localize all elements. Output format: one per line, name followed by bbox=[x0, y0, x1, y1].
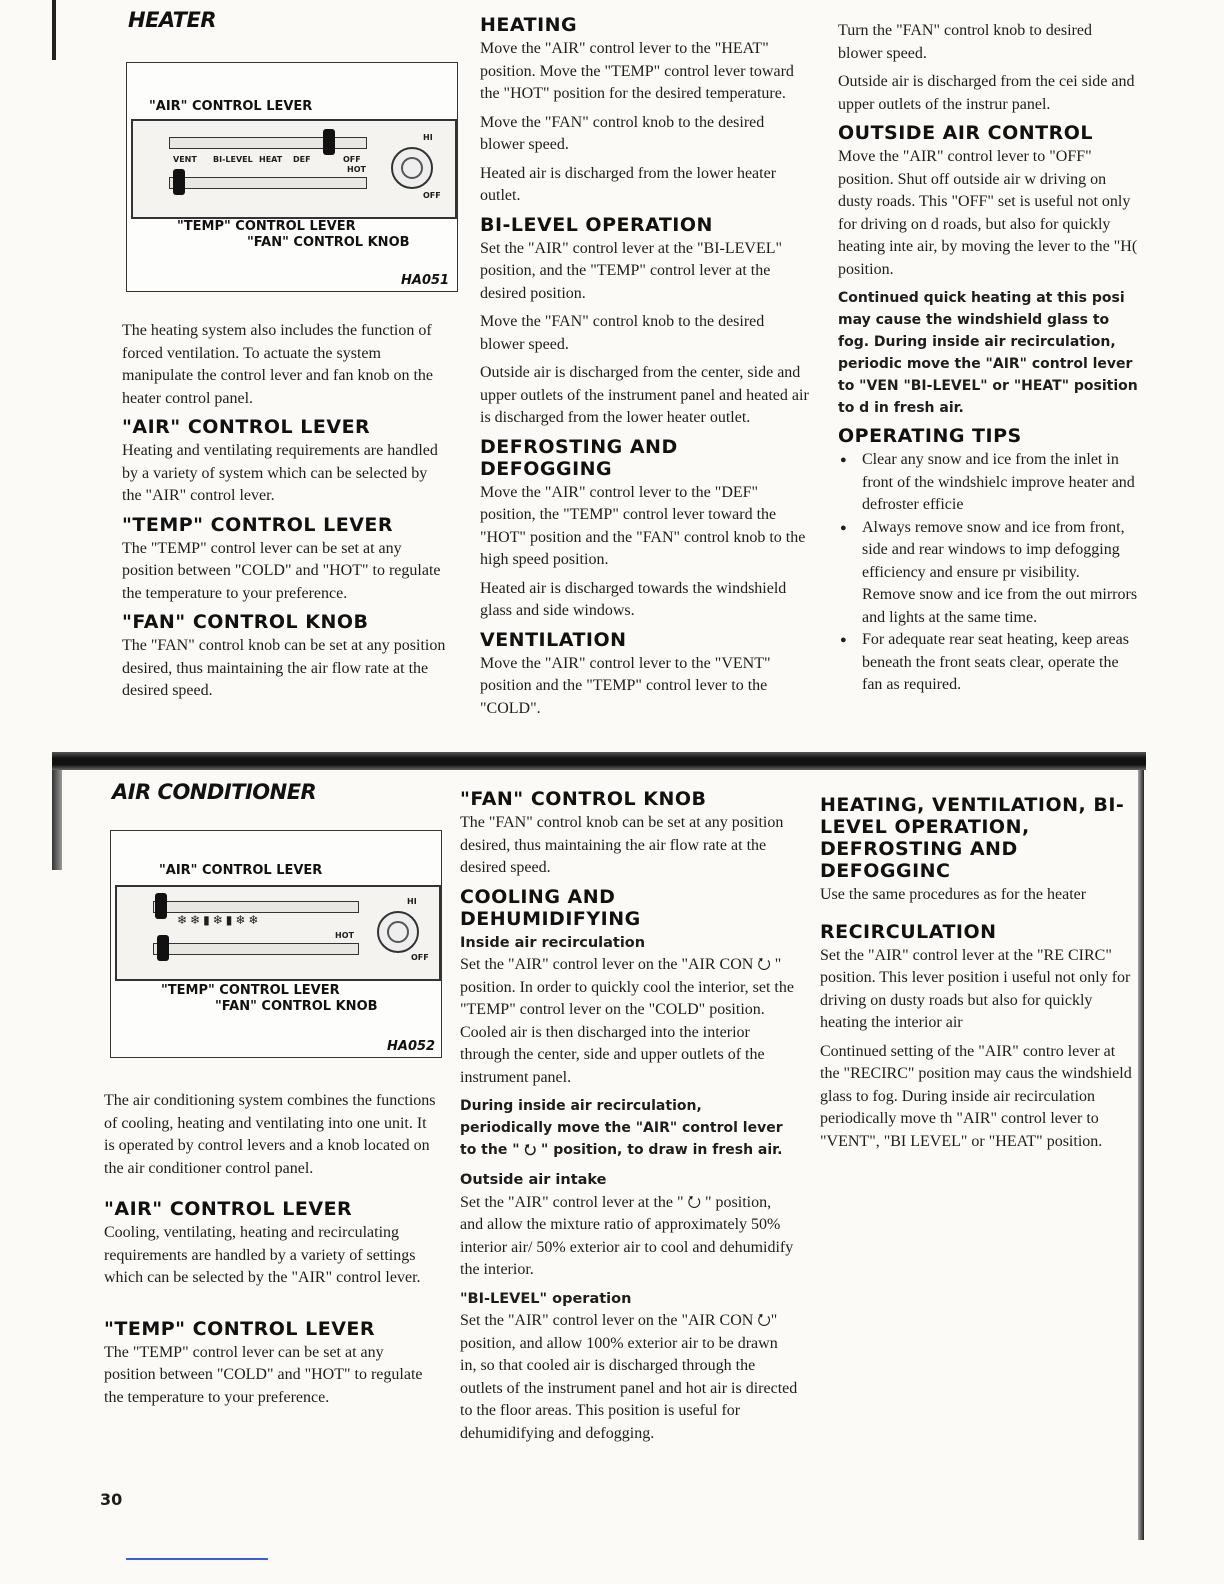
ac-column-1 bbox=[104, 1090, 438, 1415]
heating-p3: Heated air is discharged from the lower heater outlet. bbox=[480, 164, 777, 204]
outside-air-note: Continued quick heating at this posi may cause the windshield glass to fog. During inside air recirculation, periodic move the "AIR" control lever to "VEN "BI-LEVEL" or "HEAT" position to d in fresh air. bbox=[838, 290, 1138, 416]
bilevel-heading: BI-LEVEL OPERATION bbox=[480, 213, 713, 236]
heater-pos-bilevel: BI-LEVEL bbox=[213, 155, 253, 164]
recirc-p2: Continued setting of the "AIR" contro lever at the "RECIRC" position may caus the windshield glass to fog. During inside air recirculation periodically move th "AIR" control lever to "VENT", "BI LEVEL" or "HEAT" position. bbox=[820, 1042, 1132, 1150]
heating-p1: Move the "AIR" control lever to the "HEAT" position. Move the "TEMP" control lever toward the "HOT" position for the desired temperature. bbox=[480, 40, 794, 102]
heater-hot-label: HOT bbox=[347, 165, 366, 174]
outside-intake-body: Set the "AIR" control lever at the " ⭮ " position, and allow the mixture ratio of approximately 50% interior air/ 50% exterior air to cool and dehumidify the interior. bbox=[460, 1193, 794, 1278]
ac-air-lever-heading: "AIR" CONTROL LEVER bbox=[104, 1198, 353, 1220]
heater-pos-heat: HEAT bbox=[259, 155, 283, 164]
tip-extra: Remove snow and ice from the out mirrors and lights at the same time. bbox=[862, 586, 1138, 626]
ac-air-lever-handle bbox=[155, 893, 167, 919]
ac-air-lever-body: Cooling, ventilating, heating and recirculating requirements are handled by a variety of settings which can be selected by the "AIR" control lever. bbox=[104, 1224, 421, 1286]
temp-lever-handle bbox=[173, 169, 185, 195]
scan-shadow-left bbox=[52, 770, 62, 870]
inside-recirc-body: Set the "AIR" control lever on the "AIR CON ⭮ " position. In order to quickly cool the interior, set the "TEMP" control lever on the "COLD" position. Cooled air is then discharged into the interior through the center, side and upper outlets of the instrument panel. bbox=[460, 956, 794, 1086]
heater-column-1 bbox=[122, 320, 450, 709]
ac-column-2 bbox=[460, 788, 798, 1451]
ac-bilevel-heading: "BI-LEVEL" operation bbox=[460, 1290, 632, 1307]
ac-temp-lever-slot bbox=[153, 943, 359, 955]
recirc-heading: RECIRCULATION bbox=[820, 920, 997, 943]
heating-p2: Move the "FAN" control knob to the desired blower speed. bbox=[480, 113, 765, 153]
ventilation-heading: VENTILATION bbox=[480, 628, 627, 651]
recirc-p1: Set the "AIR" control lever at the "RE CIRC" position. This lever position i useful not only for driving on dusty roads but also for quickly heating the interior air bbox=[820, 946, 1131, 1031]
ac-bilevel-body: Set the "AIR" control lever on the "AIR CON ⭮" position, and allow 100% exterior air to be drawn in, so that cooled air is discharged through the outlets of the instrument panel and hot air is directed to the floor areas. This position is useful for dehumidifying and defogging. bbox=[460, 1312, 798, 1442]
ac-title: AIR CONDITIONER bbox=[112, 780, 317, 804]
inside-recirc-note: During inside air recirculation, periodically move the "AIR" control lever to the " ⭮ " position, to draw in fresh air. bbox=[460, 1098, 783, 1158]
heater-title: HEATER bbox=[128, 8, 217, 32]
ac-intro: The air conditioning system combines the functions of cooling, heating and ventilating into one unit. It is operated by control levers and a knob located on the air conditioner control panel. bbox=[104, 1092, 436, 1177]
ac-fan-knob-heading: "FAN" CONTROL KNOB bbox=[460, 788, 707, 810]
ac-control-panel-figure bbox=[110, 830, 442, 1058]
ac-fan-knob-body: The "FAN" control knob can be set at any position desired, thus maintaining the air flow rate at the desired speed. bbox=[460, 814, 784, 876]
page-number: 30 bbox=[100, 1490, 123, 1509]
ac-hi-label: HI bbox=[407, 897, 417, 906]
bilevel-p3: Outside air is discharged from the center, side and upper outlets of the instrument panel and heated air is discharged from the lower heater outlet. bbox=[480, 364, 809, 426]
tip-item: ● Always remove snow and ice from front, side and rear windows to imp defogging efficiency and ensure pr visibility. bbox=[838, 517, 1140, 585]
tips-heading: OPERATING TIPS bbox=[838, 425, 1022, 447]
heater-air-lever-callout: "AIR" CONTROL LEVER bbox=[149, 99, 313, 114]
air-lever-handle bbox=[323, 129, 335, 155]
heater-figure-code: HA051 bbox=[401, 273, 450, 288]
inside-recirc-heading: Inside air recirculation bbox=[460, 934, 646, 951]
ventilation-p1: Move the "AIR" control lever to the "VENT" position and the "TEMP" control lever to the "COLD". bbox=[480, 654, 771, 717]
heater-temp-lever-callout: "TEMP" CONTROL LEVER bbox=[177, 219, 356, 234]
heater-air-lever-heading: "AIR" CONTROL LEVER bbox=[122, 416, 371, 438]
scan-edge-mark bbox=[52, 0, 56, 60]
cooling-heading: COOLING AND DEHUMIDIFYING bbox=[460, 885, 641, 930]
ac-pos-icons: ❄ ❄ ▮ ❄ ▮ ❄ ❄ bbox=[177, 913, 259, 927]
temp-lever-slot bbox=[169, 177, 367, 189]
heater-panel-graphic bbox=[131, 119, 457, 219]
ac-temp-lever-callout: "TEMP" CONTROL LEVER bbox=[161, 983, 340, 998]
tip-item: ● Clear any snow and ice from the inlet in front of the windshielc improve heater and defroster efficie bbox=[838, 449, 1140, 517]
heater-temp-lever-heading: "TEMP" CONTROL LEVER bbox=[122, 513, 394, 536]
tips-list-2 bbox=[838, 629, 1140, 697]
bilevel-p2: Move the "FAN" control knob to the desired blower speed. bbox=[480, 313, 765, 353]
outside-air-p1: Move the "AIR" control lever to "OFF" position. Shut off outside air w driving on dusty roads. This "OFF" set is useful not only for driving on d roads, but also for quickly heating inte air, by moving the lever to the "H( position. bbox=[838, 148, 1138, 278]
ac-temp-lever-body: The "TEMP" control lever can be set at any position between "COLD" and "HOT" to regulate the temperature to your preference. bbox=[104, 1343, 423, 1406]
scan-blue-line bbox=[126, 1558, 268, 1560]
ac-panel-graphic bbox=[115, 885, 441, 981]
heater-column-3 bbox=[838, 20, 1140, 697]
tip-item: ● For adequate rear seat heating, keep areas beneath the front seats clear, operate the fan as required. bbox=[838, 629, 1140, 697]
section-divider bbox=[52, 752, 1146, 770]
col3-fan-text: Turn the "FAN" control knob to desired blower speed. bbox=[838, 22, 1092, 62]
heating-heading: HEATING bbox=[480, 14, 578, 36]
outside-intake-heading: Outside air intake bbox=[460, 1172, 607, 1188]
heater-pos-def: DEF bbox=[293, 155, 311, 164]
defrost-heading: DEFROSTING AND DEFOGGING bbox=[480, 435, 678, 480]
ac-air-lever-callout: "AIR" CONTROL LEVER bbox=[159, 863, 323, 878]
ac-temp-lever-handle bbox=[157, 935, 169, 961]
ac-fan-knob-callout: "FAN" CONTROL KNOB bbox=[215, 999, 378, 1014]
heater-temp-lever-body: The "TEMP" control lever can be set at any position between "COLD" and "HOT" to regulate the temperature to your preference. bbox=[122, 539, 441, 602]
heater-fan-knob-body: The "FAN" control knob can be set at any position desired, thus maintaining the air flow rate at the desired speed. bbox=[122, 637, 446, 699]
ac-air-lever-slot bbox=[153, 901, 359, 913]
heater-fan-knob-callout: "FAN" CONTROL KNOB bbox=[247, 235, 410, 250]
heater-intro: The heating system also includes the function of forced ventilation. To actuate the system manipulate the control lever and fan knob on the heater control panel. bbox=[122, 322, 434, 407]
ac-column-3 bbox=[820, 794, 1138, 1159]
fan-knob-icon bbox=[391, 147, 433, 189]
scan-shadow-right bbox=[1138, 770, 1144, 1540]
defrost-p2: Heated air is discharged towards the windshield glass and side windows. bbox=[480, 579, 787, 619]
bilevel-p1: Set the "AIR" control lever at the "BI-LEVEL" position, and the "TEMP" control lever at the desired position. bbox=[480, 239, 783, 302]
ac-hot-label: HOT bbox=[335, 931, 354, 940]
heater-hi-label: HI bbox=[423, 133, 433, 142]
heater-off-label: OFF bbox=[423, 191, 441, 200]
ac-fan-knob-icon bbox=[377, 911, 419, 953]
heater-fan-knob-heading: "FAN" CONTROL KNOB bbox=[122, 611, 369, 633]
heater-pos-vent: VENT bbox=[173, 155, 197, 164]
heater-column-2 bbox=[480, 14, 810, 726]
col3-outside-text: Outside air is discharged from the cei side and upper outlets of the instrur panel. bbox=[838, 73, 1135, 113]
heater-control-panel-figure bbox=[126, 62, 458, 292]
tips-list bbox=[838, 449, 1140, 584]
heater-pos-off: OFF bbox=[343, 155, 361, 164]
heater-air-lever-body: Heating and ventilating requirements are handled by a variety of system which can be selected by the "AIR" control lever. bbox=[122, 442, 438, 504]
hvbd-body: Use the same procedures as for the heater bbox=[820, 886, 1087, 903]
outside-air-heading: OUTSIDE AIR CONTROL bbox=[838, 122, 1094, 144]
hvbd-heading: HEATING, VENTILATION, BI-LEVEL OPERATION, DEFROSTING AND DEFOGGINC bbox=[820, 794, 1125, 882]
ac-off-label: OFF bbox=[411, 953, 429, 962]
air-lever-slot bbox=[169, 137, 367, 149]
defrost-p1: Move the "AIR" control lever to the "DEF" position, the "TEMP" control lever toward the "HOT" position and the "FAN" control knob to the high speed position. bbox=[480, 483, 806, 568]
ac-figure-code: HA052 bbox=[387, 1039, 436, 1054]
ac-temp-lever-heading: "TEMP" CONTROL LEVER bbox=[104, 1317, 376, 1340]
